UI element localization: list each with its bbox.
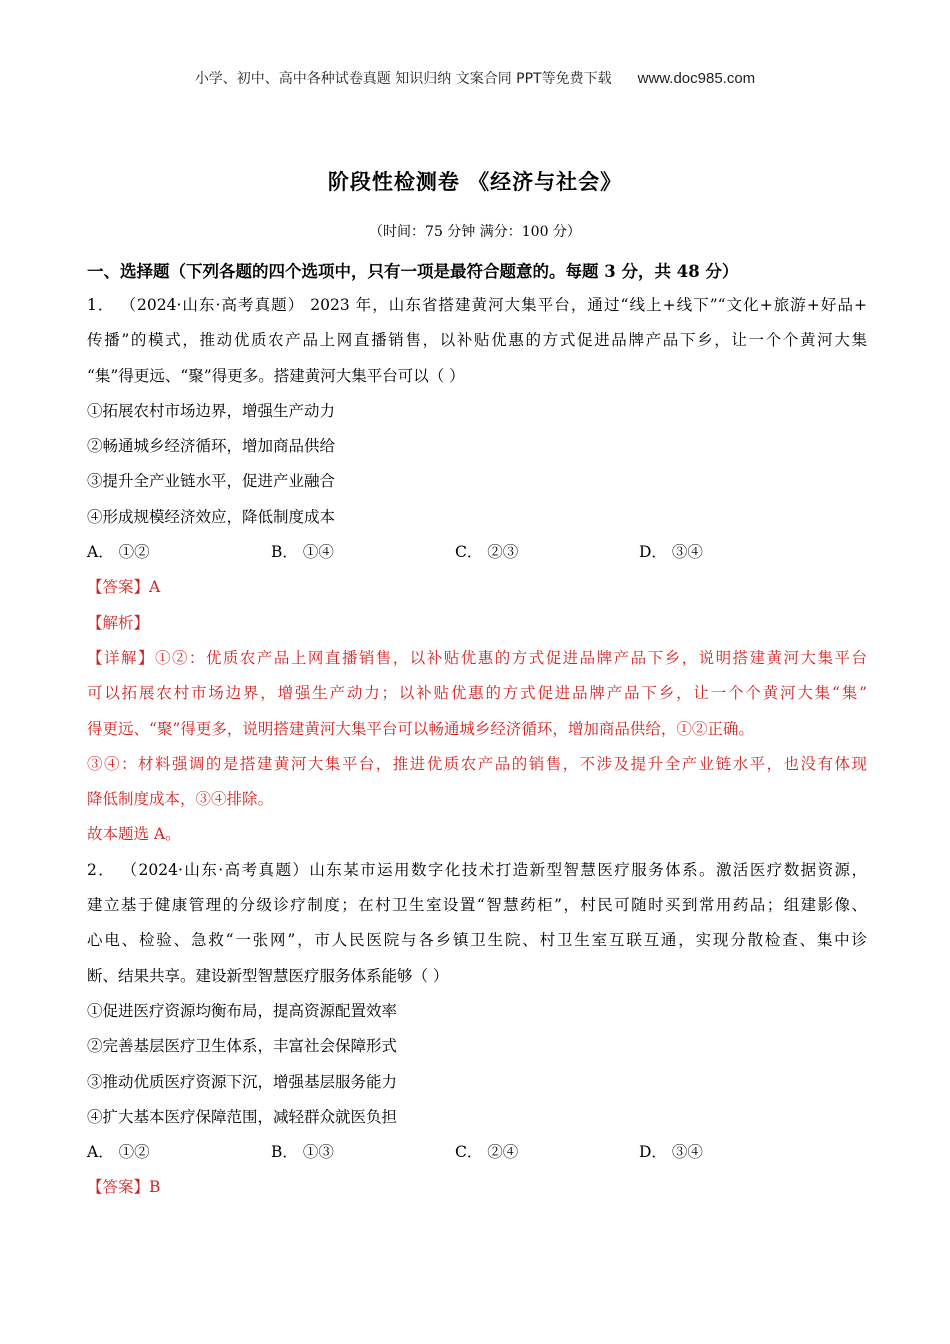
option-d: D． ③④ [639,1143,703,1162]
section-heading: 一、选择题（下列各题的四个选项中，只有一项是最符合题意的。每题 3 分，共 48 分） [87,262,739,281]
question-1 [87,288,867,853]
option-c: C． ②③ [455,543,519,562]
question-stem-line: 建立基于健康管理的分级诊疗制度；在村卫生室设置“智慧药柜”，村民可随时买到常用药品；组建影像、 [87,896,867,915]
analysis-label: 【解析】 [87,613,150,632]
option-c: C． ②④ [455,1143,519,1162]
option-b: B． ①④ [271,543,334,562]
statement-item: ③提升全产业链水平，促进产业融合 [87,472,336,491]
question-stem-line: 断、结果共享。建设新型智慧医疗服务体系能够（ ） [87,966,449,985]
question-stem-line: 传播”的模式，推动优质农产品上网直播销售，以补贴优惠的方式促进品牌产品下乡，让一个个黄河大集 [87,331,867,350]
detail-line: 得更远、“聚”得更多，说明搭建黄河大集平台可以畅通城乡经济循环，增加商品供给，①②正确。 [87,719,754,738]
question-stem-line: 1． （2024·山东·高考真题） 2023 年，山东省搭建黄河大集平台，通过“线上+线下”“文化+旅游+好品+ [87,296,867,314]
site-header [0,68,950,88]
site-header-text: 小学、初中、高中各种试卷真题 知识归纳 文案合同 PPT等免费下载 [194,71,612,87]
detail-line: 降低制度成本，③④排除。 [87,790,274,809]
document-subtitle: （时间：75 分钟 满分：100 分） [369,224,581,240]
answer-options [87,1135,867,1170]
option-b: B． ①③ [271,1143,334,1162]
option-a: A． ①② [87,1143,150,1162]
option-d: D． ③④ [639,543,703,562]
answer-options [87,535,867,570]
option-a: A． ①② [87,543,150,562]
question-2 [87,853,867,1206]
statement-item: ①拓展农村市场边界，增强生产动力 [87,401,336,420]
conclusion-line: 故本题选 A。 [87,825,181,844]
questions-content [87,288,867,1206]
site-url-link[interactable]: www.doc985.com [637,70,756,87]
statement-item: ④扩大基本医疗保障范围，减轻群众就医负担 [87,1107,398,1126]
statement-item: ④形成规模经济效应，降低制度成本 [87,507,336,526]
answer-label: 【答案】B [87,1178,161,1197]
question-stem-line: 心电、检验、急救“一张网”，市人民医院与各乡镇卫生院、村卫生室互联互通，实现分散检查、集中诊 [87,931,867,950]
detail-line: ③④：材料强调的是搭建黄河大集平台，推进优质农产品的销售，不涉及提升全产业链水平，也没有体现 [87,754,867,773]
statement-item: ②完善基层医疗卫生体系，丰富社会保障形式 [87,1037,398,1056]
statement-item: ②畅通城乡经济循环，增加商品供给 [87,437,336,456]
answer-label: 【答案】A [87,578,161,597]
detail-line: 可以拓展农村市场边界，增强生产动力；以补贴优惠的方式促进品牌产品下乡，让一个个黄河大集“集” [87,684,867,703]
document-title: 阶段性检测卷 《经济与社会》 [327,169,623,194]
question-stem-line: 2． （2024·山东·高考真题）山东某市运用数字化技术打造新型智慧医疗服务体系。激活医疗数据资源， [87,860,867,879]
question-stem-line: “集”得更远、“聚”得更多。搭建黄河大集平台可以（ ） [87,366,465,385]
statement-item: ①促进医疗资源均衡布局，提高资源配置效率 [87,1001,398,1020]
detail-line: 【详解】①②：优质农产品上网直播销售，以补贴优惠的方式促进品牌产品下乡，说明搭建黄河大集平台 [87,648,867,667]
statement-item: ③推动优质医疗资源下沉，增强基层服务能力 [87,1072,398,1091]
